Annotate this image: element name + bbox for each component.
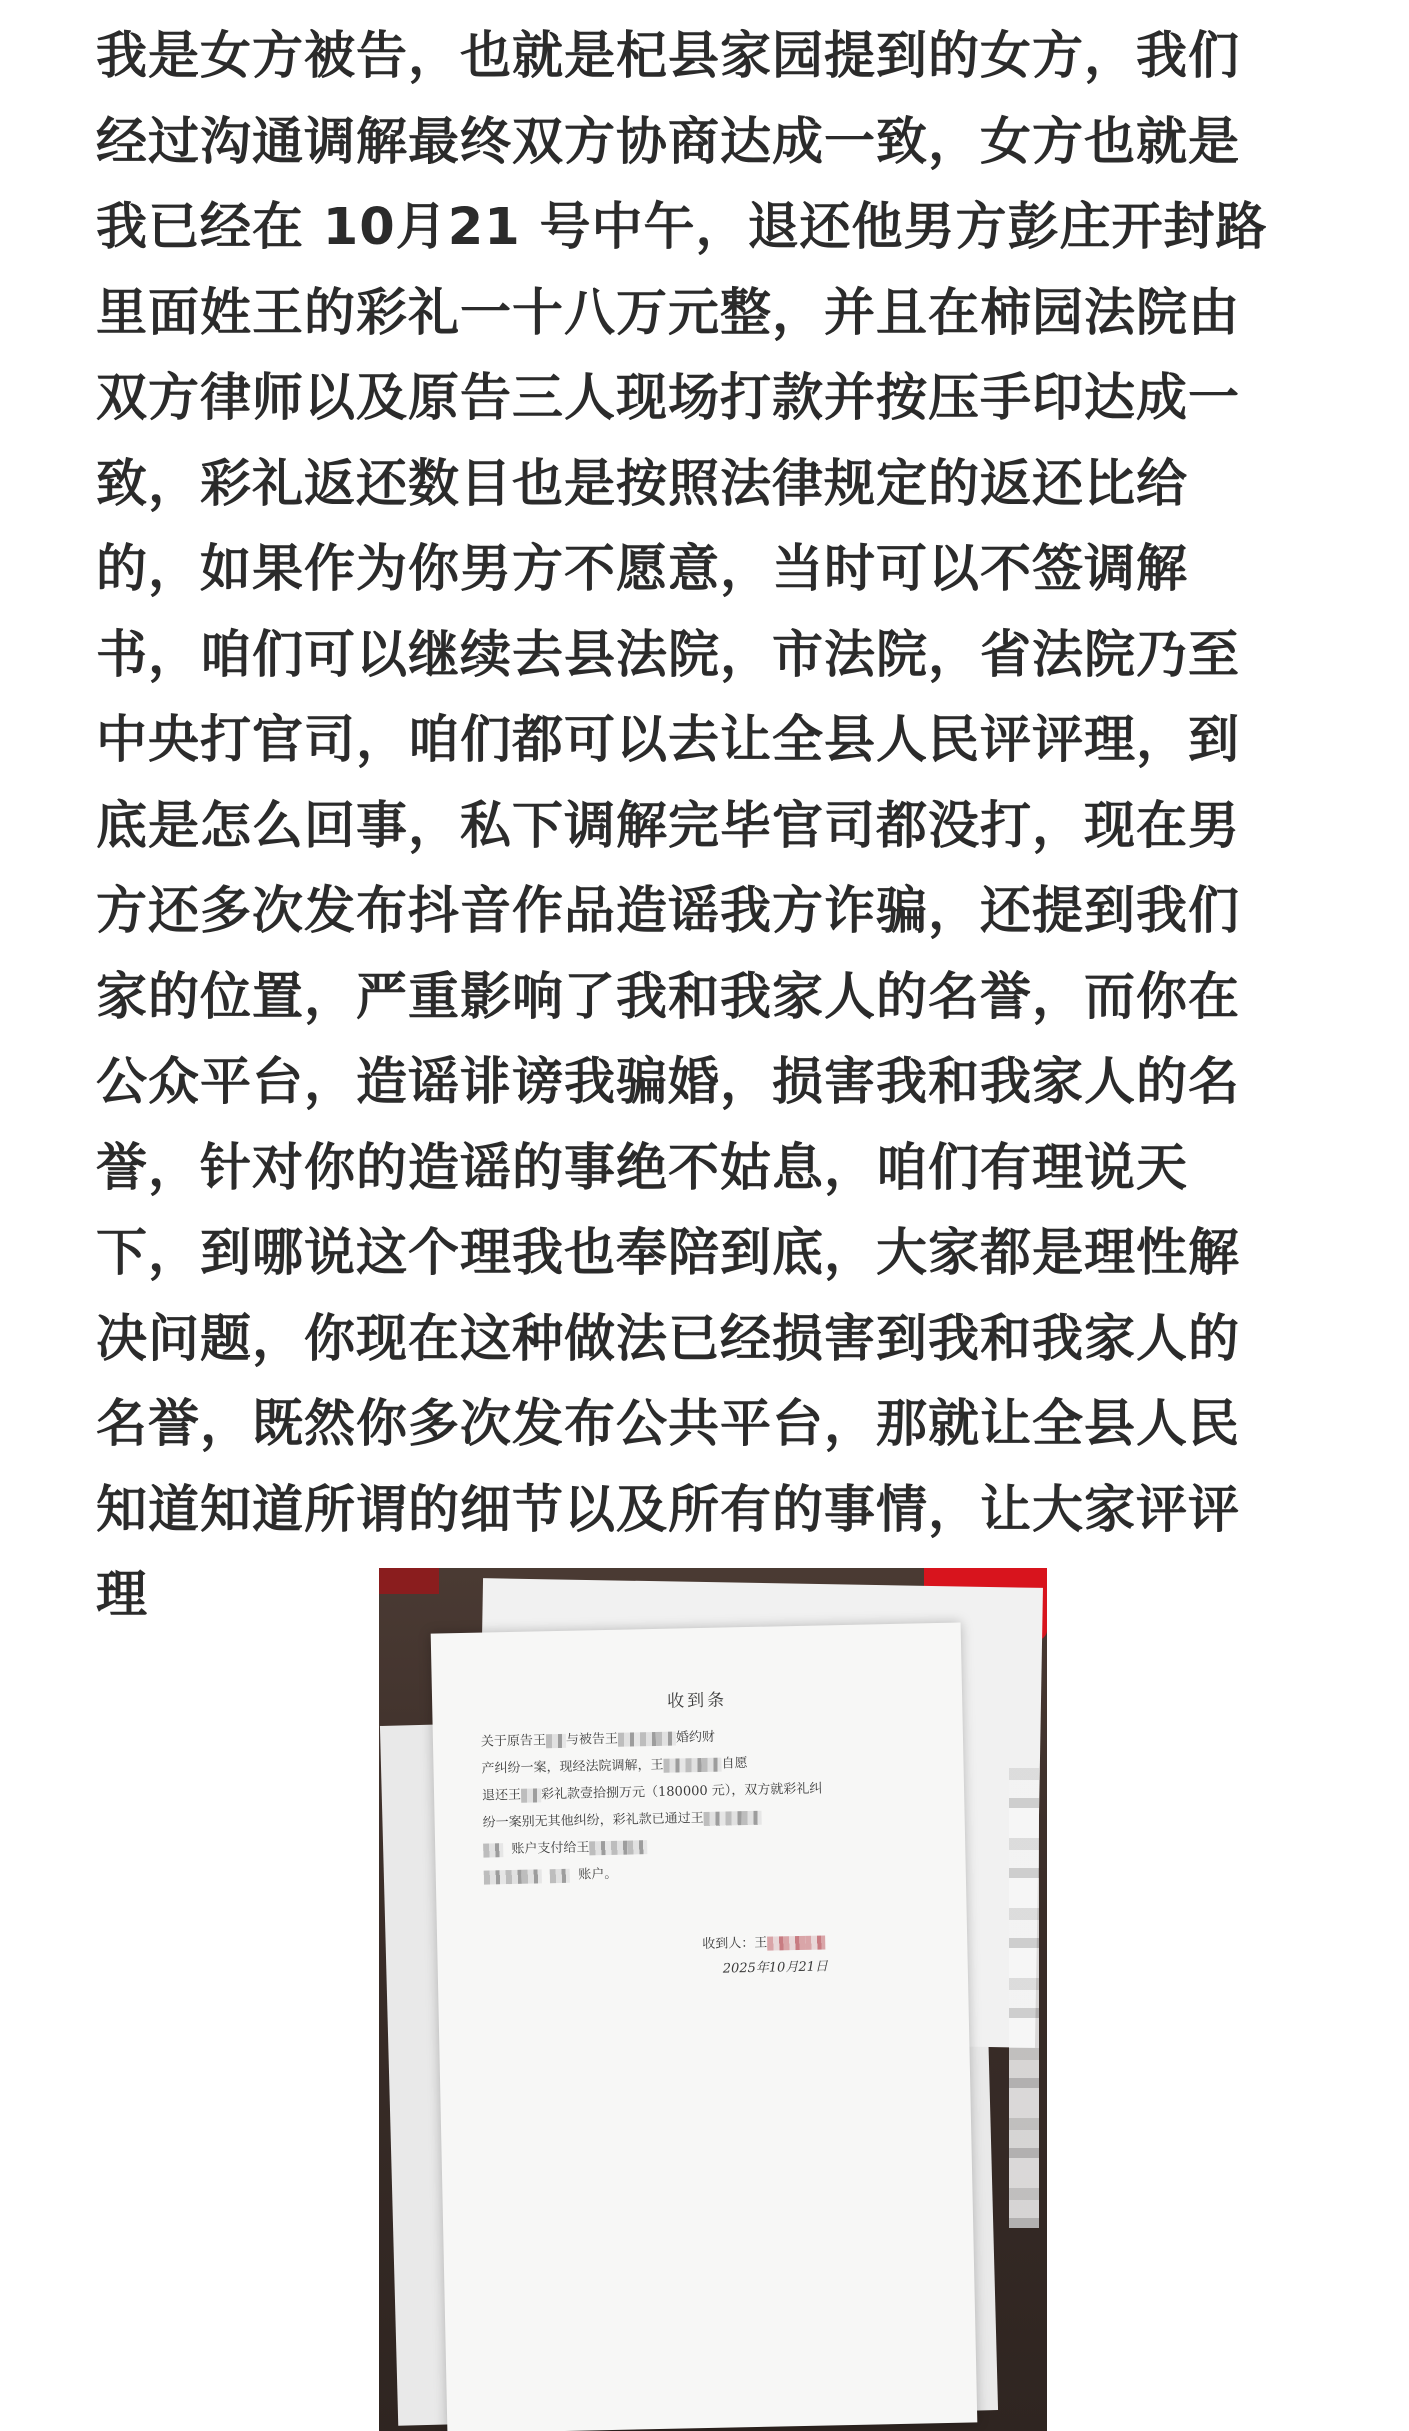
document-date: 2025年10月21日 xyxy=(722,1959,829,1977)
post-line: 名誉，既然你多次发布公共平台，那就让全县人民 xyxy=(96,1395,1241,1454)
red-object-left xyxy=(379,1568,439,1594)
document-line-2: 产纠纷一案，现经法院调解，王 自愿 xyxy=(481,1756,748,1777)
post-line: 决问题，你现在这种做法已经损害到我和我家人的 xyxy=(96,1309,1241,1369)
post-line: 书，咱们可以继续去县法院，市法院，省法院乃至 xyxy=(96,625,1241,685)
side-mosaic xyxy=(1009,1768,1039,2228)
post-text xyxy=(96,14,1336,1639)
document-body xyxy=(481,1720,904,1891)
document-signer: 收到人：王 xyxy=(702,1930,825,1957)
post-line: 我是女方被告，也就是杞县家园提到的女方，我们 xyxy=(96,27,1241,86)
post-line: 经过沟通调解最终双方协商达成一致，女方也就是 xyxy=(96,112,1241,172)
receipt-photo[interactable] xyxy=(379,1568,1047,2431)
document-line-5: 账户支付给王 xyxy=(483,1828,903,1864)
post-line: 下，到哪说这个理我也奉陪到底，大家都是理性解 xyxy=(96,1224,1241,1283)
post-line: 我已经在 10月21 号中午，退还他男方彭庄开封路 xyxy=(96,198,1268,257)
post-line: 中央打官司，咱们都可以去让全县人民评评理，到 xyxy=(96,711,1241,770)
post-line: 知道知道所谓的细节以及所有的事情，让大家评评 xyxy=(96,1480,1241,1540)
post-line: 里面姓王的彩礼一十八万元整，并且在柿园法院由 xyxy=(96,283,1241,343)
receipt-document xyxy=(431,1623,978,2431)
post-line: 方还多次发布抖音作品造谣我方诈骗，还提到我们 xyxy=(96,882,1241,941)
post-line: 公众平台，造谣诽谤我骗婚，损害我和我家人的名 xyxy=(96,1053,1241,1112)
post-line: 致，彩礼返还数目也是按照法律规定的返还比给 xyxy=(96,454,1189,514)
document-line-1: 关于原告王 与被告王 婚约财 xyxy=(480,1729,716,1750)
post-line: 底是怎么回事，私下调解完毕官司都没打，现在男 xyxy=(96,796,1241,856)
document-line-3: 退还王 彩礼款壹拾捌万元（180000 元），双方就彩礼纠 xyxy=(481,1781,823,1804)
post-line: 家的位置，严重影响了我和我家人的名誉，而你在 xyxy=(96,967,1241,1027)
document-line-4: 纷一案别无其他纠纷，彩礼款已通过王 xyxy=(482,1801,902,1837)
post-line: 双方律师以及原告三人现场打款并按压手印达成一 xyxy=(96,369,1241,428)
document-title: 收到条 xyxy=(666,1690,728,1712)
post-line: 誉，针对你的造谣的事绝不姑息，咱们有理说天 xyxy=(96,1138,1189,1198)
post-line: 的，如果作为你男方不愿意，当时可以不签调解 xyxy=(96,540,1189,599)
document-line-6: 账户。 xyxy=(484,1855,904,1891)
post-line: 理 xyxy=(96,1566,149,1625)
